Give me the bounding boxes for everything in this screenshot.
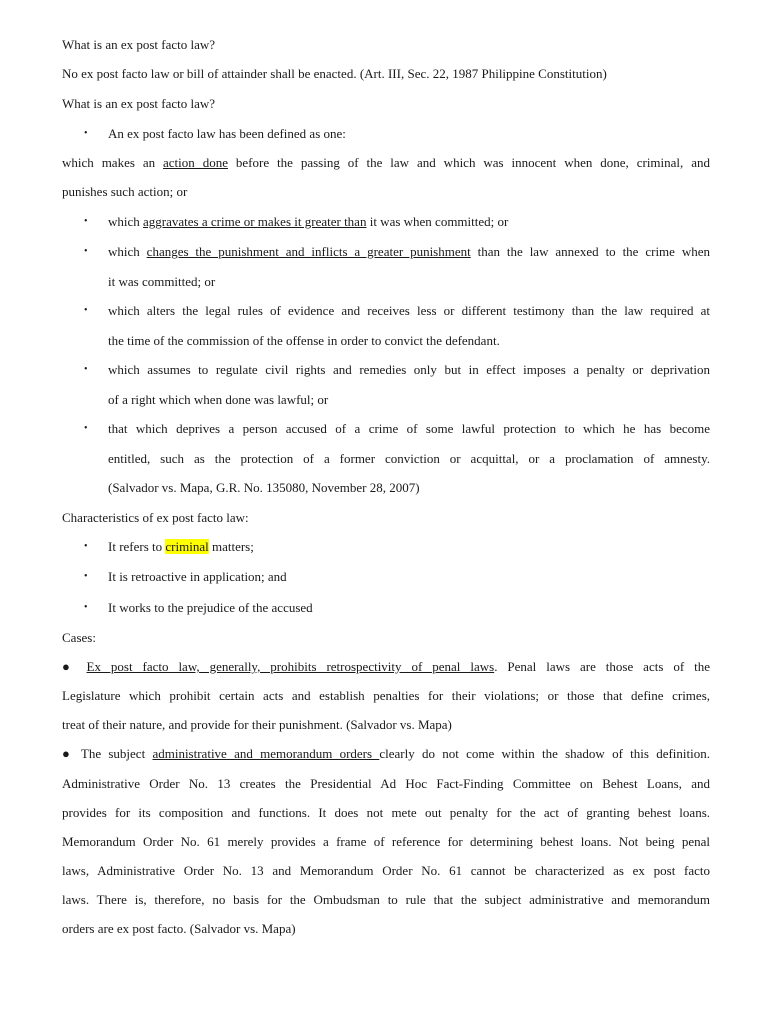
definition-intro: An ex post facto law has been defined as one:: [108, 126, 346, 141]
constitution-quote: No ex post facto law or bill of attainder shall be enacted. (Art. III, Sec. 22, 1987 Philippine Constitution): [62, 66, 607, 81]
characteristics-heading: Characteristics of ex post facto law:: [62, 510, 249, 525]
heading-what-is-2: What is an ex post facto law?: [62, 96, 216, 111]
def3-line2: it was committed; or: [108, 274, 216, 289]
case2-underlined: administrative and memorandum orders: [152, 746, 380, 761]
def4-line1: which alters the legal rules of evidence and receives less or different testimony than the law required at: [108, 303, 710, 318]
case2-line6: laws. There is, therefore, no basis for the Ombudsman to rule that the subject administrative and memorandum: [62, 892, 710, 907]
highlighted-criminal: criminal: [165, 539, 209, 554]
def1-line2: punishes such action; or: [62, 184, 188, 199]
def5-line1: which assumes to regulate civil rights and remedies only but in effect imposes a penalty or deprivation: [108, 362, 710, 377]
bullet-icon: •: [84, 364, 88, 375]
char2: It is retroactive in application; and: [108, 569, 287, 584]
def6-citation: (Salvador vs. Mapa, G.R. No. 135080, November 28, 2007): [108, 480, 420, 495]
bullet-icon: •: [84, 305, 88, 316]
bullet-icon: •: [84, 571, 88, 582]
def4-line2: the time of the commission of the offense in order to convict the defendant.: [108, 333, 500, 348]
def2-line1: which aggravates a crime or makes it greater than it was when committed; or: [108, 214, 509, 229]
case2-line2: Administrative Order No. 13 creates the Presidential Ad Hoc Fact-Finding Committee on Behest Loans, and: [62, 776, 710, 791]
case2-line1: ● The subject administrative and memorandum orders clearly do not come within the shadow of this definition.: [62, 746, 710, 761]
case2-line7: orders are ex post facto. (Salvador vs. Mapa): [62, 921, 296, 936]
bullet-icon: •: [84, 602, 88, 613]
cases-heading: Cases:: [62, 630, 96, 645]
def6-line1: that which deprives a person accused of a crime of some lawful protection to which he has become: [108, 421, 710, 436]
def1-underlined: action done: [163, 155, 228, 170]
char1: It refers to criminal matters;: [108, 539, 254, 554]
def2-underlined: aggravates a crime or makes it greater than: [143, 214, 367, 229]
char3: It works to the prejudice of the accused: [108, 600, 313, 615]
case1-line2: Legislature which prohibit certain acts and establish penalties for their violations; or those that define crimes,: [62, 688, 710, 703]
def3-line1: which changes the punishment and inflicts a greater punishment than the law annexed to the crime when: [108, 244, 710, 259]
case2-line4: Memorandum Order No. 61 merely provides a frame of reference for determining behest loans. Not being penal: [62, 834, 710, 849]
case1-line3: treat of their nature, and provide for their punishment. (Salvador vs. Mapa): [62, 717, 452, 732]
bullet-icon: •: [84, 541, 88, 552]
bullet-icon: •: [84, 423, 88, 434]
case2-line3: provides for its composition and functions. It does not mete out penalty for the act of granting behest loans.: [62, 805, 710, 820]
heading-what-is: What is an ex post facto law?: [62, 37, 216, 52]
def1-line1: which makes an action done before the passing of the law and which was innocent when done, criminal, and: [62, 155, 710, 170]
def6-line2: entitled, such as the protection of a former conviction or acquittal, or a proclamation of amnesty.: [108, 451, 710, 466]
case1-line1: ● Ex post facto law, generally, prohibits retrospectivity of penal laws. Penal laws are those acts of the: [62, 659, 710, 674]
bullet-icon: •: [84, 246, 88, 257]
def3-underlined: changes the punishment and inflicts a greater punishment: [146, 244, 471, 259]
case2-line5: laws, Administrative Order No. 13 and Memorandum Order No. 61 cannot be characterized as ex post facto: [62, 863, 710, 878]
bullet-icon: •: [84, 216, 88, 227]
bullet-icon: •: [84, 128, 88, 139]
def5-line2: of a right which when done was lawful; or: [108, 392, 329, 407]
case1-underlined: Ex post facto law, generally, prohibits retrospectivity of penal laws: [86, 659, 495, 674]
